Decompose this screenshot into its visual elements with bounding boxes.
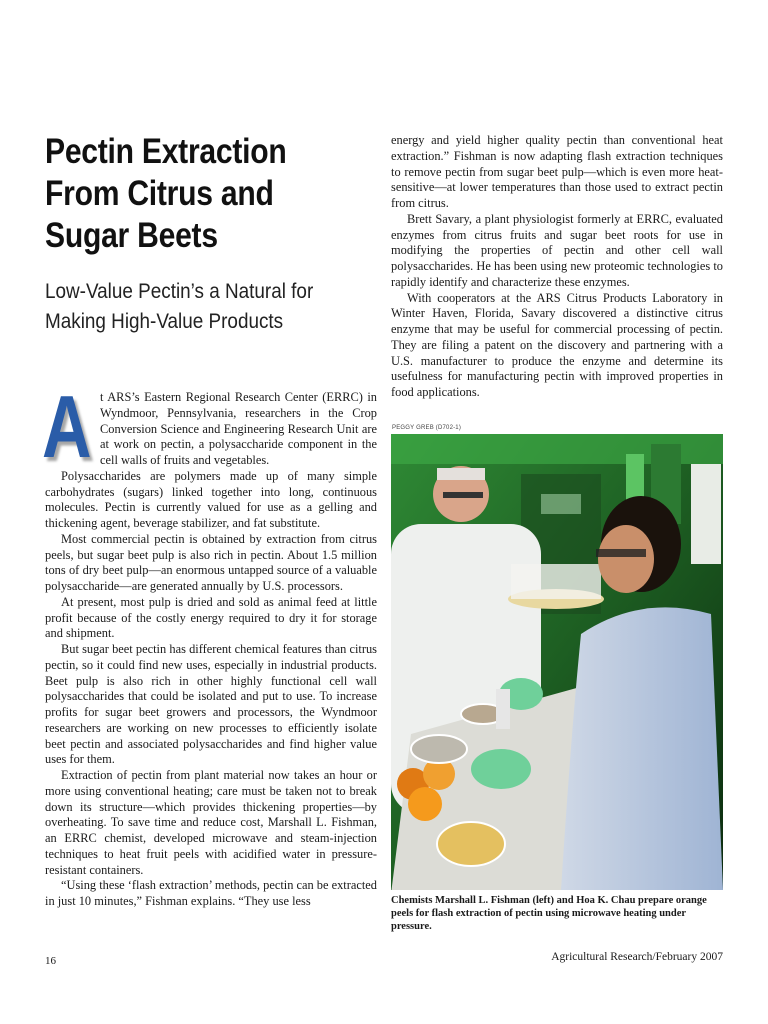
- right-text-column: [391, 133, 723, 401]
- article-title: Pectin Extraction From Citrus and Sugar Beets: [45, 132, 287, 255]
- paragraph: But sugar beet pectin has different chemical features than citrus pectin, so it could find new uses, especially in industrial products. Beet pulp is also rich in other highly functional cell wall polysaccharides that could be isolated and put to use. To increase profits for sugar beet growers and processors, the Wyndmoor researchers are working on new processes to efficiently isolate beet pectin and associated polysaccharides and find higher value uses for them.: [45, 642, 377, 767]
- photo-credit: PEGGY GREB (D702-1): [392, 425, 462, 431]
- photo-caption: Chemists Marshall L. Fishman (left) and Hoa K. Chau prepare orange peels for flash extraction of pectin using microwave heating under pressure.: [391, 895, 707, 932]
- article-subtitle: Low-Value Pectin’s a Natural for Making High-Value Products: [45, 280, 314, 333]
- paragraph: energy and yield higher quality pectin than conventional heat extraction.” Fishman is now adapting flash extraction techniques to remove pectin from sugar beet pulp—which is even more heat-sensitive—at lower temperatures than those used to extract pectin from citrus.: [391, 133, 723, 210]
- page-number: 16: [45, 955, 56, 967]
- paragraph: Brett Savary, a plant physiologist formerly at ERRC, evaluated enzymes from citrus fruits and sugar beet roots for use in modifying the properties of pectin and other cell wall polysaccharides. He has been using new proteomic technologies to rapidly identify and characterize these enzymes.: [391, 211, 723, 289]
- paragraph: Extraction of pectin from plant material now takes an hour or more using conventional heating; care must be taken not to break down its structure—which provides thickening properties—by overheating. To save time and reduce cost, Marshall L. Fishman, an ERRC chemist, developed microwave and steam-injection techniques to heat fruit peels with acidified water in pressure-resistant containers.: [45, 768, 377, 877]
- running-footer: Agricultural Research/February 2007: [551, 951, 723, 963]
- paragraph: With cooperators at the ARS Citrus Products Laboratory in Winter Haven, Florida, Savary discovered a distinctive citrus enzyme that may be useful for commercial processing of pectin. They are filing a patent on the discovery and partnering with a U.S. manufacturer to produce the enzyme and determine its usefulness for manufacturing pectin with improved properties in food applications.: [391, 290, 723, 399]
- left-text-column: [42, 377, 377, 910]
- drop-cap: A: [42, 377, 92, 476]
- paragraph: Polysaccharides are polymers made up of many simple carbohydrates (sugars) linked together into long, continuous molecules. Pectin is currently valued for use as a gelling and thickening agent, beverage stabilizer, and fat substitute.: [45, 468, 377, 530]
- paragraph: “Using these ‘flash extraction’ methods, pectin can be extracted in just 10 minutes,” Fishman explains. “They use less: [45, 878, 377, 908]
- paragraph: At present, most pulp is dried and sold as animal feed at little profit because of the costly energy required to dry it for storage and shipment.: [45, 594, 377, 641]
- lab-photo: [391, 434, 723, 890]
- paragraph: Most commercial pectin is obtained by extraction from citrus peels, but sugar beet pulp is also rich in pectin. About 1.5 million tons of dry beet pulp—an enormous untapped source of a valuable polysaccharide—are generated annually by U.S. processors.: [45, 531, 377, 593]
- paragraph: t ARS’s Eastern Regional Research Center (ERRC) in Wyndmoor, Pennsylvania, researchers in the Crop Conversion Science and Engineering Research Unit are at work on pectin, a polysaccharide component in the cell walls of fruits and vegetables.: [100, 390, 377, 467]
